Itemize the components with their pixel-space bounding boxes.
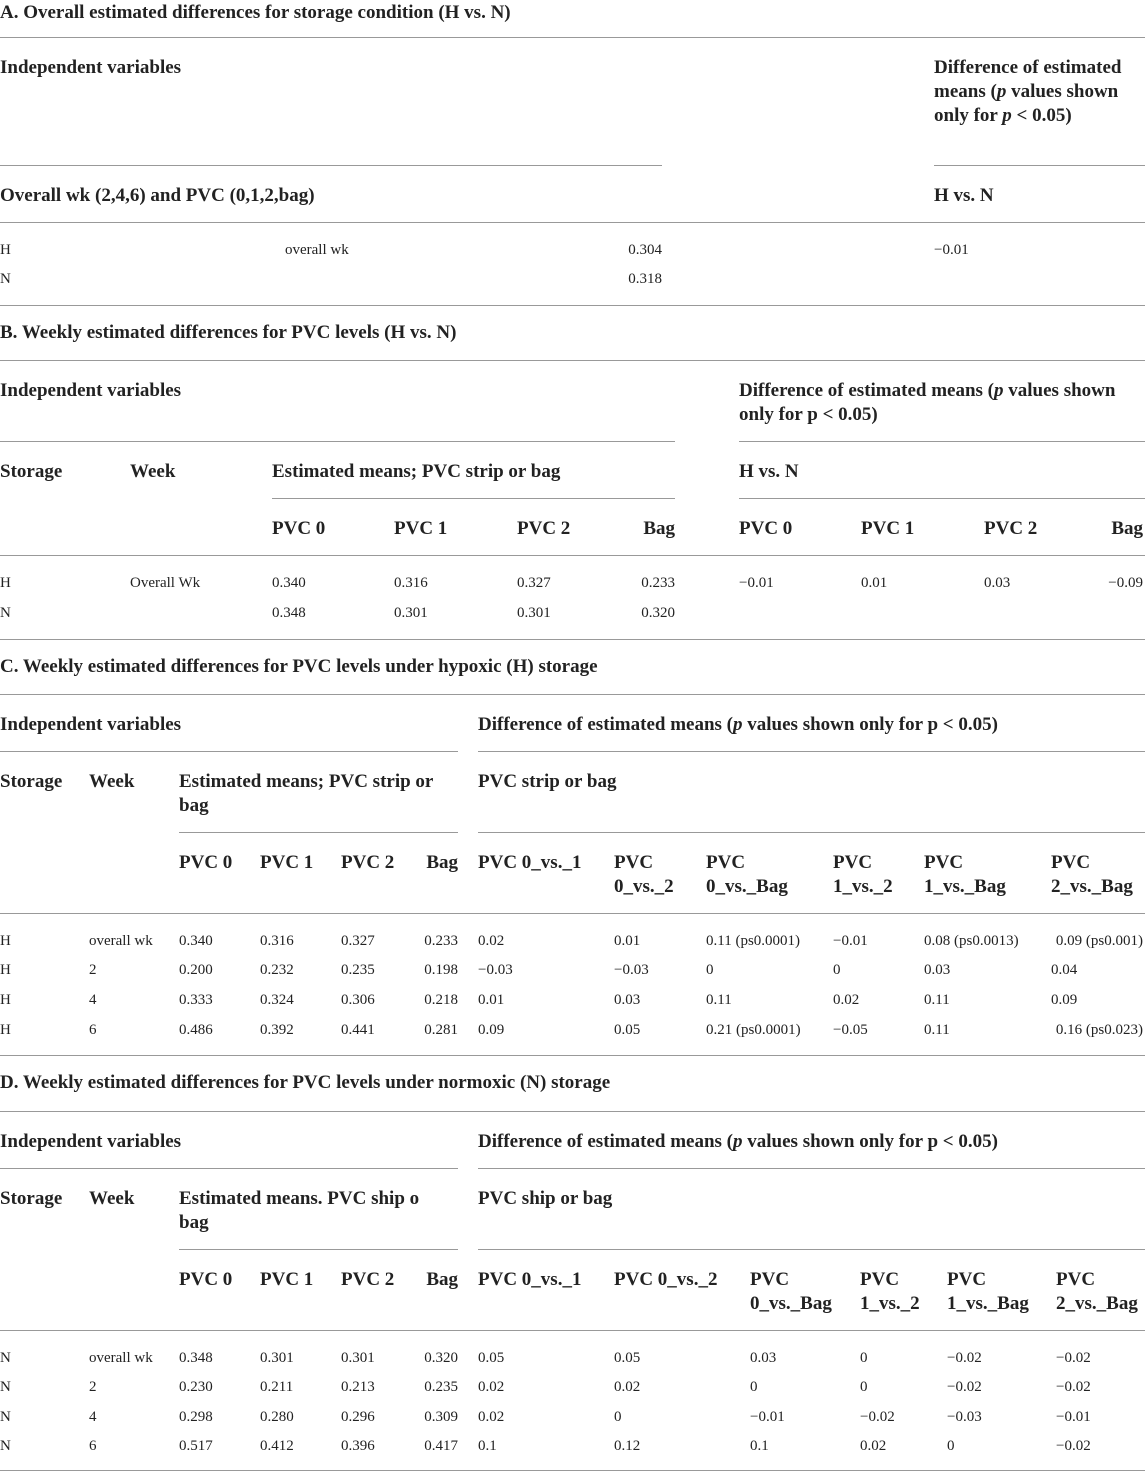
column-header: PVC 0_vs._2 xyxy=(614,852,674,897)
table-cell: 0 xyxy=(947,1438,955,1454)
column-header: PVC 2 xyxy=(341,1269,395,1290)
p-italic: p xyxy=(994,380,1004,401)
rule xyxy=(0,555,1145,556)
h-vs-n-subheader: H vs. N xyxy=(934,185,994,206)
column-header: PVC 0 xyxy=(179,852,233,873)
table-cell: H xyxy=(0,1022,11,1038)
table-cell: 0.301 xyxy=(341,1350,375,1366)
table-cell: H xyxy=(0,962,11,978)
table-cell: 0.392 xyxy=(260,1022,294,1038)
table-cell: −0.01 xyxy=(739,575,774,591)
rule xyxy=(0,751,458,752)
difference-header-text: Difference of estimated means ( xyxy=(739,380,995,401)
table-cell: 0.01 xyxy=(478,992,505,1008)
storage-header: Storage xyxy=(0,771,63,792)
rule xyxy=(739,441,1145,442)
column-header: Bag xyxy=(1111,518,1143,539)
column-header: PVC 0_vs._1 xyxy=(478,852,582,873)
table-cell: 0.235 xyxy=(424,1379,458,1395)
table-cell: 0.01 xyxy=(861,575,888,591)
table-cell: 0.09 xyxy=(478,1022,505,1038)
column-header: PVC 1_vs._2 xyxy=(860,1269,920,1314)
table-cell: −0.01 xyxy=(1056,1409,1091,1425)
table-cell: N xyxy=(0,1438,11,1454)
p-italic: p xyxy=(733,1131,743,1152)
storage-header: Storage xyxy=(0,1188,63,1209)
column-header: PVC 1 xyxy=(861,518,915,539)
pvc-ship-or-bag-header: PVC ship or bag xyxy=(478,1188,613,1209)
table-cell: 0.213 xyxy=(341,1379,375,1395)
table-cell: 6 xyxy=(89,1438,97,1454)
table-cell: 0.348 xyxy=(272,605,306,621)
difference-header-text: < 0.05) xyxy=(1011,105,1072,126)
table-cell: −0.03 xyxy=(947,1409,982,1425)
table-cell: N xyxy=(0,1350,11,1366)
table-cell: 0.396 xyxy=(341,1438,375,1454)
table-cell: 0.02 xyxy=(833,992,860,1008)
table-cell: 4 xyxy=(89,992,97,1008)
table-cell: 0.301 xyxy=(517,605,551,621)
independent-variables-header: Independent variables xyxy=(0,714,182,735)
table-cell: 0.517 xyxy=(179,1438,213,1454)
rule xyxy=(0,305,1145,306)
storage-header: Storage xyxy=(0,461,63,482)
table-cell: 0.333 xyxy=(179,992,213,1008)
table-cell: 0 xyxy=(860,1350,868,1366)
table-cell: 4 xyxy=(89,1409,97,1425)
rule xyxy=(478,832,1145,833)
table-cell: 0.02 xyxy=(478,1379,505,1395)
column-header: PVC 0 xyxy=(272,518,326,539)
table-cell: 0.02 xyxy=(478,1409,505,1425)
rule xyxy=(0,1330,1145,1331)
table-cell: −0.05 xyxy=(833,1022,868,1038)
table-cell: N xyxy=(0,605,11,621)
table-cell: 0.1 xyxy=(750,1438,769,1454)
rule xyxy=(0,1168,458,1169)
table-cell: overall wk xyxy=(89,933,153,949)
table-cell: 0.340 xyxy=(272,575,306,591)
table-cell: 0.11 xyxy=(924,1022,950,1038)
difference-header xyxy=(739,379,1145,427)
rule xyxy=(0,37,1145,38)
rule xyxy=(0,165,662,166)
column-header: PVC 0_vs._Bag xyxy=(706,852,788,897)
table-cell: 0.233 xyxy=(641,575,675,591)
table-cell: 0.230 xyxy=(179,1379,213,1395)
table-cell: N xyxy=(0,271,11,287)
difference-header xyxy=(478,713,998,737)
column-header: PVC 1 xyxy=(260,1269,314,1290)
table-cell: 0.01 xyxy=(614,933,641,949)
rule xyxy=(0,913,1145,914)
table-cell: −0.01 xyxy=(833,933,868,949)
week-header: Week xyxy=(89,1188,135,1209)
table-cell: 0.03 xyxy=(984,575,1011,591)
column-header: PVC 1_vs._Bag xyxy=(924,852,1006,897)
column-header: PVC 1 xyxy=(260,852,314,873)
difference-header xyxy=(934,56,1145,128)
column-header: PVC 0 xyxy=(739,518,793,539)
table-cell: H xyxy=(0,242,11,258)
table-cell: 0.324 xyxy=(260,992,294,1008)
table-cell: −0.02 xyxy=(947,1379,982,1395)
table-cell: 0.21 (ps0.0001) xyxy=(706,1022,801,1038)
difference-header-text: Difference of estimated means ( xyxy=(478,714,734,735)
table-cell: 0.08 (ps0.0013) xyxy=(924,933,1019,949)
table-cell: overall wk xyxy=(89,1350,153,1366)
column-header: PVC 2 xyxy=(984,518,1038,539)
table-cell: 0 xyxy=(833,962,841,978)
table-cell: −0.03 xyxy=(614,962,649,978)
rule xyxy=(0,222,1145,223)
table-cell: H xyxy=(0,992,11,1008)
table-cell: 0.298 xyxy=(179,1409,213,1425)
independent-variables-header: Independent variables xyxy=(0,380,182,401)
table-cell: 6 xyxy=(89,1022,97,1038)
table-cell: −0.01 xyxy=(750,1409,785,1425)
table-cell: −0.01 xyxy=(934,242,969,258)
table-cell: 0.05 xyxy=(478,1350,505,1366)
table-cell: 0.235 xyxy=(341,962,375,978)
table-cell: N xyxy=(0,1409,11,1425)
table-cell: 0.233 xyxy=(424,933,458,949)
rule xyxy=(0,1470,1145,1471)
table-cell: 0.02 xyxy=(860,1438,887,1454)
table-cell: 0.03 xyxy=(924,962,951,978)
table-cell: 0 xyxy=(706,962,714,978)
table-cell: −0.02 xyxy=(1056,1438,1091,1454)
table-cell: −0.02 xyxy=(1056,1350,1091,1366)
table-cell: 0.441 xyxy=(341,1022,375,1038)
column-header: Bag xyxy=(426,1269,458,1290)
column-header: PVC 0_vs._2 xyxy=(614,1269,718,1290)
difference-header-text: values shown only for p < 0.05) xyxy=(739,380,1116,425)
difference-header-text: values shown only for p < 0.05) xyxy=(742,714,998,735)
table-cell: 0.04 xyxy=(1051,962,1078,978)
table-cell: 0.316 xyxy=(260,933,294,949)
table-cell: 0.12 xyxy=(614,1438,641,1454)
table-cell: 0.02 xyxy=(478,933,505,949)
table-cell: 0.11 (ps0.0001) xyxy=(706,933,801,949)
rule xyxy=(272,498,675,499)
table-cell: Overall Wk xyxy=(130,575,201,591)
table-cell: 0.417 xyxy=(424,1438,458,1454)
difference-header-text: values shown only for xyxy=(934,81,1119,126)
table-cell: 0.02 xyxy=(614,1379,641,1395)
table-cell: 0.03 xyxy=(750,1350,777,1366)
pvc-strip-or-bag-header: PVC strip or bag xyxy=(478,771,617,792)
table-cell: 0.05 xyxy=(614,1022,641,1038)
table-cell: 0.340 xyxy=(179,933,213,949)
table-cell: 2 xyxy=(89,962,97,978)
rule xyxy=(0,639,1145,640)
column-header: Bag xyxy=(426,852,458,873)
table-cell: 0.232 xyxy=(260,962,294,978)
week-header: Week xyxy=(89,771,135,792)
table-cell: 0.280 xyxy=(260,1409,294,1425)
table-cell: 0.05 xyxy=(614,1350,641,1366)
column-header: PVC 2 xyxy=(517,518,571,539)
table-cell: 0.16 (ps0.023) xyxy=(1055,1022,1143,1038)
column-header: PVC 2_vs._Bag xyxy=(1056,1269,1138,1314)
table-cell: −0.09 xyxy=(1108,575,1143,591)
overall-subheader: Overall wk (2,4,6) and PVC (0,1,2,bag) xyxy=(0,185,315,206)
rule xyxy=(0,694,1145,695)
table-cell: overall wk xyxy=(285,242,349,258)
table-cell: 0.200 xyxy=(179,962,213,978)
rule xyxy=(739,498,1145,499)
week-header: Week xyxy=(130,461,176,482)
rule xyxy=(179,832,458,833)
table-cell: 0.198 xyxy=(424,962,458,978)
table-cell: 0.301 xyxy=(394,605,428,621)
rule xyxy=(0,441,675,442)
table-cell: 0.1 xyxy=(478,1438,497,1454)
table-cell: −0.02 xyxy=(947,1350,982,1366)
table-cell: 0.296 xyxy=(341,1409,375,1425)
independent-variables-header: Independent variables xyxy=(0,57,182,78)
difference-header-text: Difference of estimated means ( xyxy=(934,57,1122,102)
table-cell: H xyxy=(0,575,11,591)
column-header: PVC 0_vs._Bag xyxy=(750,1269,832,1314)
rule xyxy=(179,1249,458,1250)
column-header: Bag xyxy=(643,518,675,539)
p-italic: p xyxy=(1002,105,1012,126)
estimated-means-header: Estimated means; PVC strip or bag xyxy=(179,771,434,816)
column-header: PVC 0 xyxy=(179,1269,233,1290)
difference-header xyxy=(478,1130,998,1154)
rule xyxy=(0,1111,1145,1112)
column-header: PVC 2 xyxy=(341,852,395,873)
column-header: PVC 1_vs._Bag xyxy=(947,1269,1029,1314)
table-cell: 0.03 xyxy=(614,992,641,1008)
table-cell: 0 xyxy=(750,1379,758,1395)
table-cell: 0.306 xyxy=(341,992,375,1008)
table-cell: 0.304 xyxy=(628,242,662,258)
table-cell: 0.211 xyxy=(260,1379,294,1395)
column-header: PVC 1_vs._2 xyxy=(833,852,893,897)
table-cell: 0.320 xyxy=(641,605,675,621)
difference-header-text: Difference of estimated means ( xyxy=(478,1131,734,1152)
p-italic: p xyxy=(733,714,743,735)
column-header: PVC 0_vs._1 xyxy=(478,1269,582,1290)
column-header: PVC 2_vs._Bag xyxy=(1051,852,1133,897)
table-cell: 0.11 xyxy=(924,992,950,1008)
rule xyxy=(0,360,1145,361)
section-c-title: C. Weekly estimated differences for PVC levels under hypoxic (H) storage xyxy=(0,656,598,677)
h-vs-n-header: H vs. N xyxy=(739,461,799,482)
table-cell: 0.09 xyxy=(1051,992,1078,1008)
table-cell: 0.348 xyxy=(179,1350,213,1366)
table-cell: 0.318 xyxy=(628,271,662,287)
table-cell: 0.486 xyxy=(179,1022,213,1038)
column-header: PVC 1 xyxy=(394,518,448,539)
independent-variables-header: Independent variables xyxy=(0,1131,182,1152)
table-cell: H xyxy=(0,933,11,949)
table-cell: 0.327 xyxy=(341,933,375,949)
rule xyxy=(0,1055,1145,1056)
section-d-title: D. Weekly estimated differences for PVC levels under normoxic (N) storage xyxy=(0,1072,611,1093)
table-cell: 0.327 xyxy=(517,575,551,591)
table-cell: −0.02 xyxy=(1056,1379,1091,1395)
rule xyxy=(478,1249,1145,1250)
rule xyxy=(934,165,1145,166)
rule xyxy=(478,1168,1145,1169)
table-cell: 2 xyxy=(89,1379,97,1395)
table-cell: 0.301 xyxy=(260,1350,294,1366)
table-cell: 0.09 (ps0.001) xyxy=(1055,933,1143,949)
table-cell: 0 xyxy=(860,1379,868,1395)
table-cell: N xyxy=(0,1379,11,1395)
section-a-title: A. Overall estimated differences for storage condition (H vs. N) xyxy=(0,2,511,23)
table-cell: 0.218 xyxy=(424,992,458,1008)
estimated-means-header: Estimated means; PVC strip or bag xyxy=(272,461,561,482)
rule xyxy=(478,751,1145,752)
table-cell: −0.02 xyxy=(860,1409,895,1425)
table-cell: 0.309 xyxy=(424,1409,458,1425)
table-cell: 0.11 xyxy=(706,992,732,1008)
estimated-means-header: Estimated means. PVC ship o bag xyxy=(179,1188,420,1233)
p-italic: p xyxy=(996,81,1007,102)
table-cell: −0.03 xyxy=(478,962,513,978)
table-cell: 0.281 xyxy=(424,1022,458,1038)
table-cell: 0.412 xyxy=(260,1438,294,1454)
difference-header-text: values shown only for p < 0.05) xyxy=(742,1131,998,1152)
table-cell: 0 xyxy=(614,1409,622,1425)
section-b-title: B. Weekly estimated differences for PVC levels (H vs. N) xyxy=(0,322,457,343)
table-cell: 0.320 xyxy=(424,1350,458,1366)
table-cell: 0.316 xyxy=(394,575,428,591)
